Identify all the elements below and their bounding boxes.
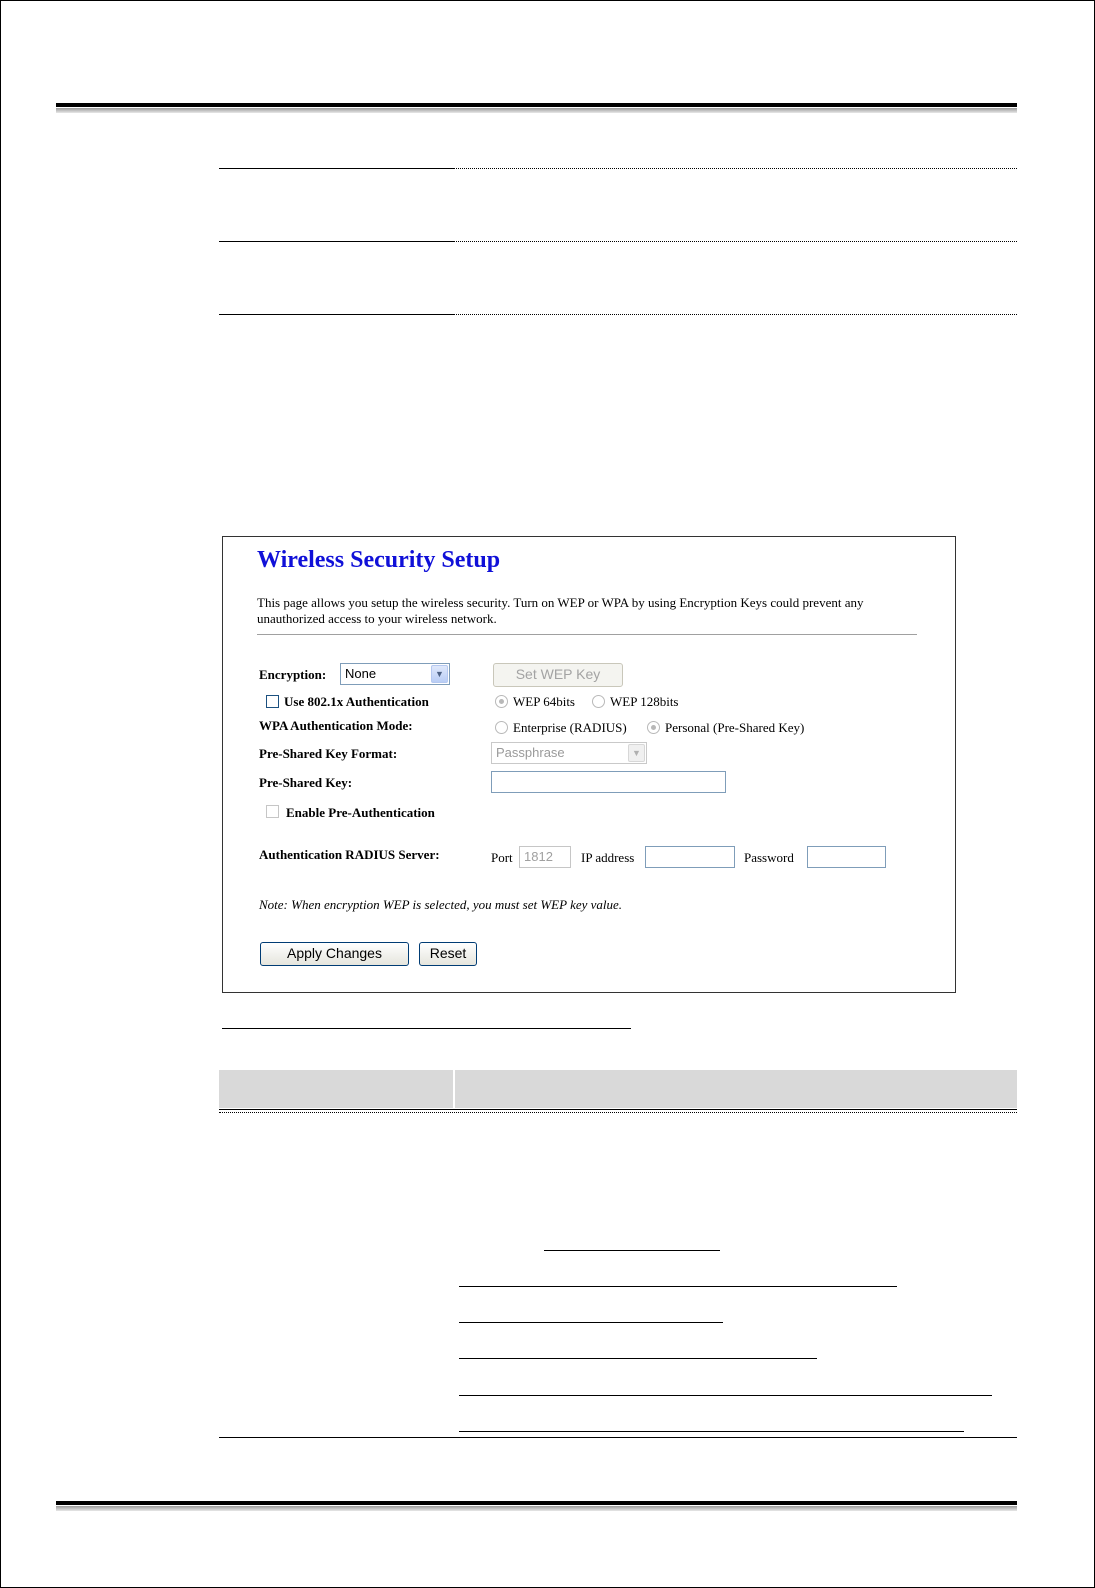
underline-4 <box>459 1358 817 1359</box>
wep-128-radio[interactable] <box>592 695 605 708</box>
wep-note: Note: When encryption WEP is selected, you must set WEP key value. <box>259 897 623 912</box>
wep-64-radio[interactable] <box>495 695 508 708</box>
encryption-select[interactable] <box>340 663 450 685</box>
underline-5 <box>459 1395 992 1396</box>
encryption-value: None <box>345 666 377 681</box>
pre-auth-checkbox[interactable] <box>266 805 279 818</box>
radius-ip-label: IP address <box>581 850 635 865</box>
table-header-cell-2 <box>455 1070 1017 1108</box>
psk-input[interactable] <box>491 771 726 793</box>
caption-underline <box>222 1028 631 1029</box>
reset-button[interactable]: Reset <box>419 942 477 966</box>
enterprise-label: Enterprise (RADIUS) <box>513 720 627 735</box>
personal-radio[interactable] <box>647 721 660 734</box>
wireless-security-screenshot <box>222 536 956 993</box>
table-header-divider-dotted <box>219 1112 1017 1113</box>
pre-auth-label: Enable Pre-Authentication <box>286 805 435 820</box>
psk-format-select[interactable] <box>491 742 647 764</box>
table-header-divider <box>219 1109 1017 1110</box>
wep-64-label: WEP 64bits <box>513 694 575 709</box>
use-8021x-checkbox[interactable] <box>266 695 279 708</box>
radius-label: Authentication RADIUS Server: <box>259 847 440 862</box>
use-8021x-label: Use 802.1x Authentication <box>284 694 429 709</box>
chevron-down-icon: ▼ <box>628 744 645 762</box>
radius-port-label: Port <box>491 850 513 865</box>
table-top-divider-left <box>219 168 455 169</box>
encryption-label: Encryption: <box>259 667 327 682</box>
wpa-mode-label: WPA Authentication Mode: <box>259 718 413 733</box>
radius-ip-input[interactable] <box>645 846 735 868</box>
personal-label: Personal (Pre-Shared Key) <box>665 720 805 735</box>
footer-rule-shadow <box>56 1506 1017 1511</box>
table-header-cell-1 <box>219 1070 453 1108</box>
psk-format-value: Passphrase <box>496 745 565 760</box>
radius-password-label: Password <box>744 850 794 865</box>
underline-6 <box>459 1431 964 1432</box>
section-separator <box>257 634 917 635</box>
table-bottom-divider-left <box>219 314 455 315</box>
apply-changes-button[interactable]: Apply Changes <box>260 942 409 966</box>
wep-128-label: WEP 128bits <box>610 694 679 709</box>
radius-password-input[interactable] <box>807 846 886 868</box>
chevron-down-icon: ▼ <box>431 665 448 683</box>
table-row-divider-left <box>219 241 455 242</box>
psk-label: Pre-Shared Key: <box>259 775 353 790</box>
table-bottom-rule <box>219 1437 1017 1438</box>
header-rule <box>56 103 1017 107</box>
psk-format-label: Pre-Shared Key Format: <box>259 746 398 761</box>
underline-3 <box>459 1322 723 1323</box>
underline-2 <box>459 1286 897 1287</box>
page-description: This page allows you setup the wireless security. Turn on WEP or WPA by using Encryption Keys could prevent any unauthorized access to your wireless network. <box>257 595 864 626</box>
page-title: Wireless Security Setup <box>257 547 501 573</box>
underline-1 <box>544 1250 720 1251</box>
radius-port-input[interactable]: 1812 <box>519 846 571 868</box>
footer-rule <box>56 1501 1017 1505</box>
header-rule-shadow <box>56 108 1017 113</box>
enterprise-radio[interactable] <box>495 721 508 734</box>
set-wep-key-button[interactable]: Set WEP Key <box>493 663 623 687</box>
